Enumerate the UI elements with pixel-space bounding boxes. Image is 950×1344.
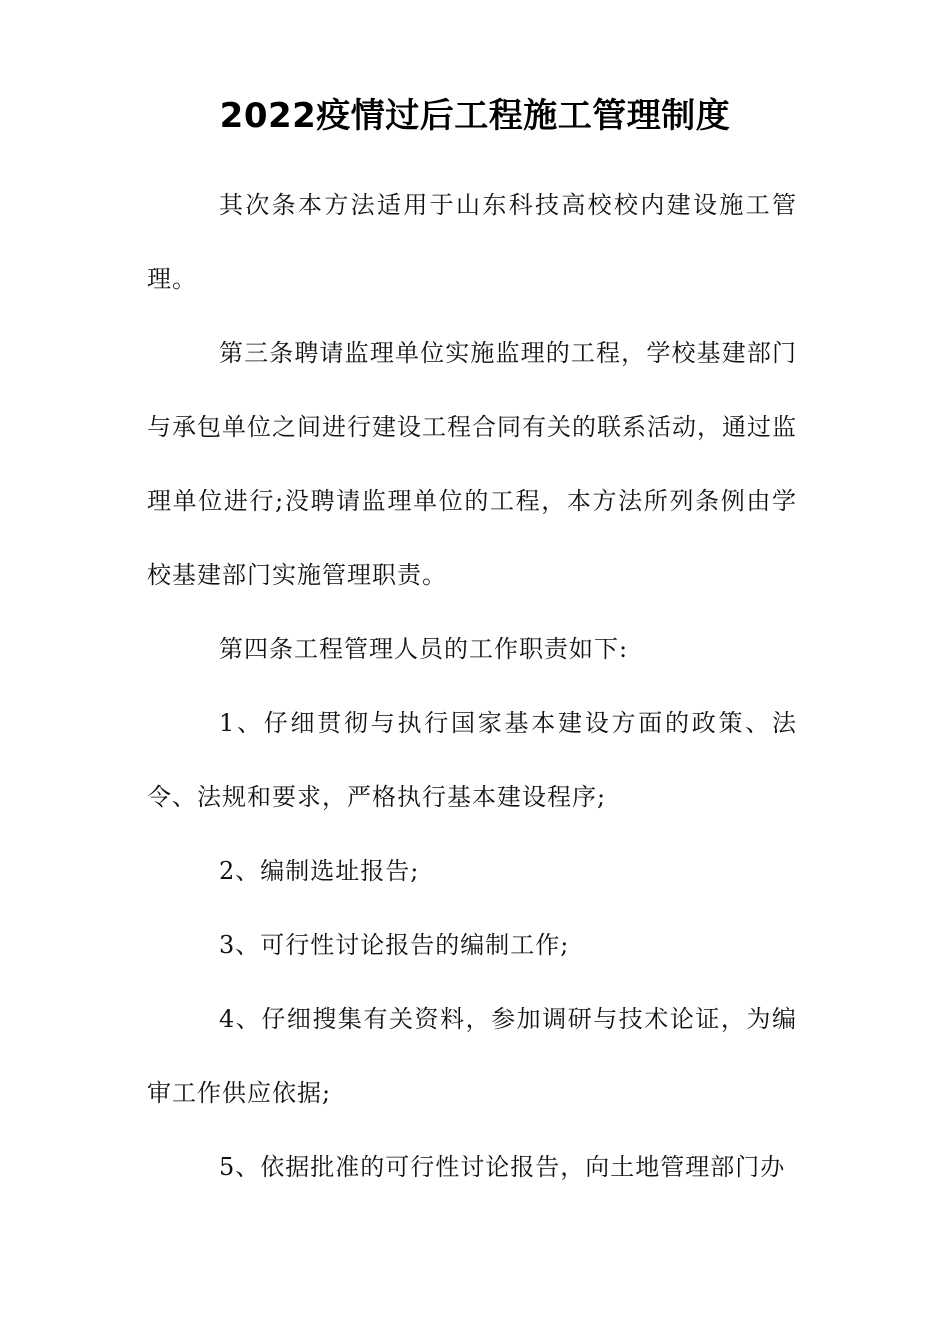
- paragraph-item-5: 5、依据批准的可行性讨论报告，向土地管理部门办: [219, 1153, 786, 1181]
- paragraph-article-4: 第四条工程管理人员的工作职责如下:: [219, 635, 629, 663]
- document-body: [147, 168, 797, 1204]
- paragraph-article-3: 第三条聘请监理单位实施监理的工程，学校基建部门与承包单位之间进行建设工程合同有关的联系活动，通过监理单位进行;没聘请监理单位的工程，本方法所列条例由学校基建部门实施管理职责。: [147, 339, 797, 589]
- paragraph-item-1: 1、仔细贯彻与执行国家基本建设方面的政策、法令、法规和要求，严格执行基本建设程序;: [147, 709, 797, 811]
- paragraph-item-2: 2、编制选址报告;: [219, 857, 420, 885]
- paragraph-item-3: 3、可行性讨论报告的编制工作;: [219, 931, 570, 959]
- document-title: 2022疫情过后工程施工管理制度: [219, 96, 731, 136]
- paragraph-item-4: 4、仔细搜集有关资料，参加调研与技术论证，为编审工作供应依据;: [147, 1005, 797, 1107]
- paragraph-article-2: 其次条本方法适用于山东科技高校校内建设施工管理。: [147, 191, 797, 293]
